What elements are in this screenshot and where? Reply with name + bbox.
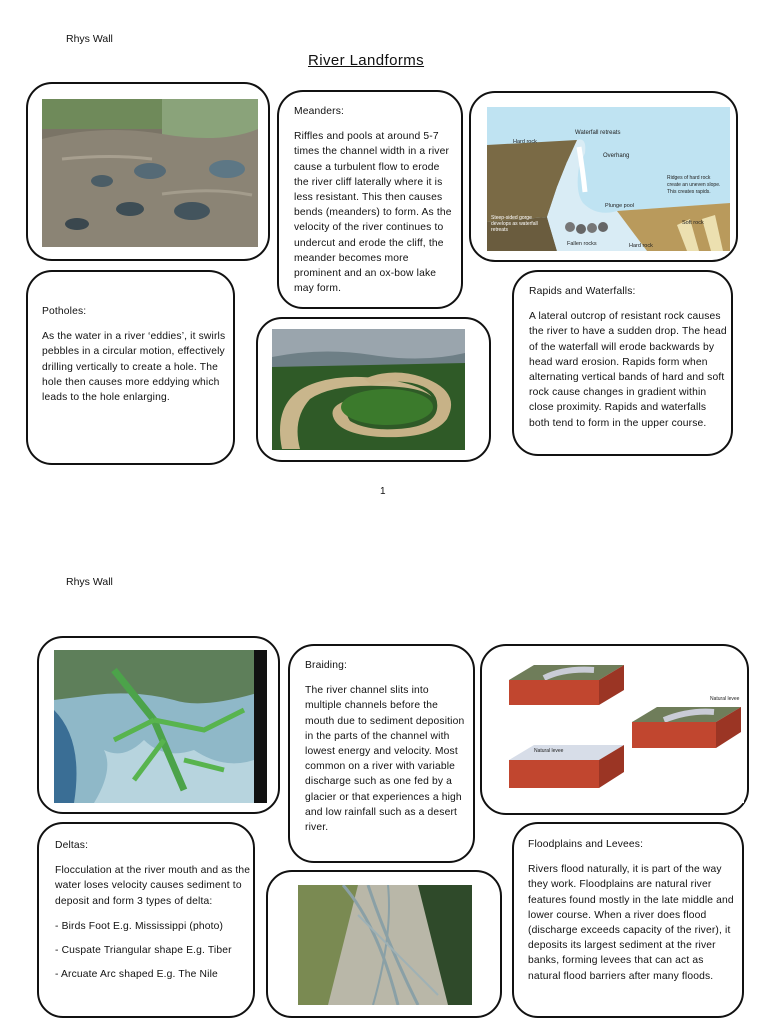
author-name-page-2: Rhys Wall xyxy=(66,576,113,588)
svg-text:develops as waterfall: develops as waterfall xyxy=(491,221,538,227)
waterfall-label-overhang: Overhang xyxy=(603,153,630,159)
delta-photo-card xyxy=(37,636,280,814)
waterfall-label-ridges: Ridges of hard rock xyxy=(667,175,711,181)
svg-text:create an uneven slope.: create an uneven slope. xyxy=(667,182,721,188)
rapids-heading: Rapids and Waterfalls: xyxy=(529,286,636,297)
floodplains-heading: Floodplains and Levees: xyxy=(528,839,644,850)
braided-river-photo xyxy=(298,885,472,1005)
levee-diagrams xyxy=(504,660,744,803)
waterfall-label-retreats: Waterfall retreats xyxy=(575,130,621,136)
page-number: 1 xyxy=(380,486,386,497)
waterfall-label-hard-rock-top: Hard rock xyxy=(513,139,537,145)
list-item: - Cuspate Triangular shape E.g. Tiber xyxy=(55,945,232,957)
potholes-body: As the water in a river ‘eddies’, it swirls pebbles in a circular motion, effectively drilling vertically to create a hole. The hole then causes more eddying which leads to the hole enlarging. xyxy=(42,331,226,404)
braiding-card xyxy=(288,644,475,863)
svg-text:retreats: retreats xyxy=(491,227,508,233)
braiding-heading: Braiding: xyxy=(305,660,347,671)
braiding-body: The river channel slits into multiple channels before the mouth due to sediment deposition in the parts of the channel with lowest energy and velocity. Most common on a river with variable discharge such as one fed by a glacier or that experiences a high and low rainfall such as a desert river. xyxy=(305,685,465,834)
deltas-card xyxy=(37,822,255,1018)
waterfall-label-fallen-rocks: Fallen rocks xyxy=(567,241,597,247)
deltas-heading: Deltas: xyxy=(55,840,89,851)
delta-types-list xyxy=(55,919,251,983)
delta-satellite-photo xyxy=(54,650,267,803)
levee-label-1: Natural levee xyxy=(534,748,564,754)
waterfall-label-plunge-pool: Plunge pool xyxy=(605,203,635,209)
potholes-photo xyxy=(42,99,258,247)
meanders-body: Riffles and pools at around 5-7 times the channel width in a river cause a turbulent flow to erode the river cliff laterally where it is less resistant. This then causes bends (meanders) to form. As the velocity of the river continues to undercut and erode the cliff, the meander becomes more prominent and an ox-bow lake may form. xyxy=(294,131,452,295)
meanders-heading: Meanders: xyxy=(294,106,344,117)
waterfall-diagram xyxy=(487,107,730,251)
meanders-card xyxy=(277,90,463,309)
potholes-card xyxy=(26,270,235,465)
rapids-card xyxy=(512,270,733,456)
svg-text:This creates rapids.: This creates rapids. xyxy=(667,189,711,195)
meander-photo-card xyxy=(256,317,491,462)
levee-diagram-card xyxy=(480,644,749,815)
waterfall-diagram-card xyxy=(469,91,738,262)
list-item: - Arcuate Arc shaped E.g. The Nile xyxy=(55,969,218,981)
levee-label-2: Natural levee xyxy=(710,696,740,702)
meander-photo xyxy=(272,329,465,450)
list-item: - Birds Foot E.g. Mississippi (photo) xyxy=(55,920,224,932)
waterfall-label-hard-rock-bottom: Hard rock xyxy=(629,243,653,249)
braided-river-photo-card xyxy=(266,870,502,1018)
waterfall-label-gorge: Steep-sided gorge xyxy=(491,215,532,221)
potholes-heading: Potholes: xyxy=(42,306,87,317)
waterfall-label-soft-rock: Soft rock xyxy=(682,220,704,226)
page-title: River Landforms xyxy=(308,52,425,69)
floodplains-body: Rivers flood naturally, it is part of the way they work. Floodplains are natural river features found mostly in the late middle and lower course. When a river does flood (discharge exceeds capacity of the river), it deposits its largest sediment at the river banks, forming levees that can act as natural flood barriers after many floods. xyxy=(528,864,734,982)
rapids-body: A lateral outcrop of resistant rock causes the river to have a sudden drop. The head of the waterfall will erode backwards by head ward erosion. Rapids form when alternating vertical bands of hard and soft rock cause changes in gradient within close proximity. Rapids and waterfalls both tend to form in the upper course. xyxy=(529,311,727,429)
author-name: Rhys Wall xyxy=(66,33,113,45)
potholes-photo-card xyxy=(26,82,270,261)
deltas-intro: Flocculation at the river mouth and as the water loses velocity causes sediment to deposit and form 3 types of delta: xyxy=(55,865,251,907)
floodplains-card xyxy=(512,822,744,1018)
